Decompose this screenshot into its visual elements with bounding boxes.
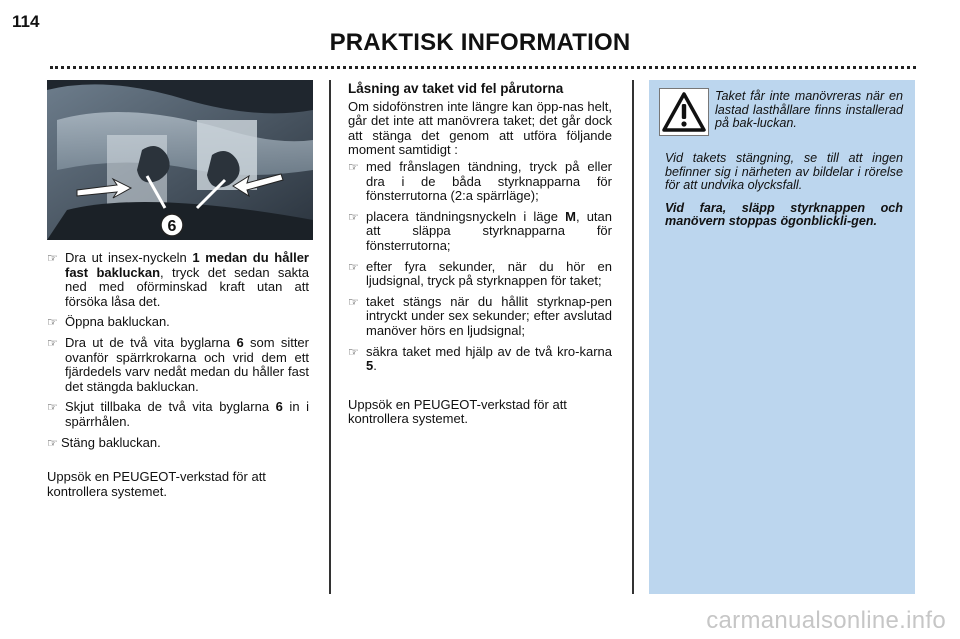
column-divider-right (632, 80, 634, 594)
left-bullet-list (47, 251, 309, 450)
warning-text-first: Taket får inte manövreras när en lastad lasthållare finns installerad på bak-luckan. (715, 89, 903, 131)
middle-footer-note: Uppsök en PEUGEOT-verkstad för att kontrollera systemet. (348, 396, 567, 427)
trunk-hooks-illustration (47, 80, 313, 240)
left-column (47, 251, 309, 499)
watermark: carmanualsonline.info (706, 607, 946, 634)
section-heading: Låsning av taket vid fel pårutorna (348, 81, 564, 96)
list-item: ☞ säkra taket med hjälp av de två kro-karna 5. (348, 343, 612, 374)
warning-triangle-icon (660, 89, 708, 135)
pointing-hand-icon: ☞ (348, 259, 359, 274)
list-item: ☞ Öppna bakluckan. (47, 314, 170, 330)
column-divider-left (329, 80, 331, 594)
left-footer-note: Uppsök en PEUGEOT-verkstad för att kontrollera systemet. (47, 469, 266, 499)
middle-bullet-list (348, 160, 612, 374)
warning-text-rest (665, 152, 903, 238)
trunk-hooks-photo (47, 80, 313, 240)
pointing-hand-icon: ☞ (348, 344, 359, 359)
dotted-divider (50, 66, 916, 69)
list-item: ☞ taket stängs när du hållit styrknap-pen intryckt under sex sekunder; efter avslutad manöver hörs en ljudsignal; (348, 293, 612, 338)
middle-column (348, 82, 612, 427)
pointing-hand-icon: ☞ (348, 159, 359, 174)
pointing-hand-icon: ☞ (47, 435, 58, 450)
section-intro: Om sidofönstren inte längre kan öpp-nas helt, går det inte att manövrera taket; det går dock att stänga det genom att utföra följande moment samtidigt : (348, 98, 612, 158)
page-number: 114 (12, 12, 40, 31)
list-item: ☞ placera tändningsnyckeln i läge M, utan att släppa styrknapparna för fönsterrutorna; (348, 208, 613, 253)
pointing-hand-icon: ☞ (348, 294, 359, 309)
warning-text-third: Vid fara, släpp styrknappen och manövern stoppas ögonblickli-gen. (665, 200, 903, 229)
callout-label: 6 (167, 218, 177, 235)
pointing-hand-icon: ☞ (47, 251, 58, 265)
pointing-hand-icon: ☞ (47, 335, 58, 350)
warning-text-second: Vid takets stängning, se till att ingen befinner sig i närheten av bildelar i rörelse för att undvika olycksfall. (665, 151, 903, 193)
warning-icon-frame (659, 88, 709, 136)
warning-box (649, 80, 915, 594)
list-item: ☞ Dra ut insex-nyckeln 1 medan du håller fast bakluckan, tryck det sedan sakta ned med oförminskad kraft utan att försöka låsa det. (47, 250, 309, 309)
pointing-hand-icon: ☞ (348, 209, 359, 224)
list-item: ☞ med frånslagen tändning, tryck på eller dra i de båda styrknapparna för fönsterrutorna (2:a spärrläge); (348, 158, 612, 204)
list-item: ☞ efter fyra sekunder, när du hör en ljudsignal, tryck på styrknappen för taket; (348, 258, 612, 289)
pointing-hand-icon: ☞ (47, 400, 58, 415)
list-item: ☞ Stäng bakluckan. (47, 434, 161, 450)
page-title: PRAKTISK INFORMATION (329, 29, 631, 56)
list-item: ☞ Skjut tillbaka de två vita byglarna 6 in i spärrhålen. (47, 399, 310, 429)
pointing-hand-icon: ☞ (47, 315, 58, 330)
list-item: ☞ Dra ut de två vita byglarna 6 som sitter ovanför spärrkrokarna och vrid dem ett fjärdedels varv nedåt medan du håller fast det stängda bakluckan. (47, 334, 309, 394)
